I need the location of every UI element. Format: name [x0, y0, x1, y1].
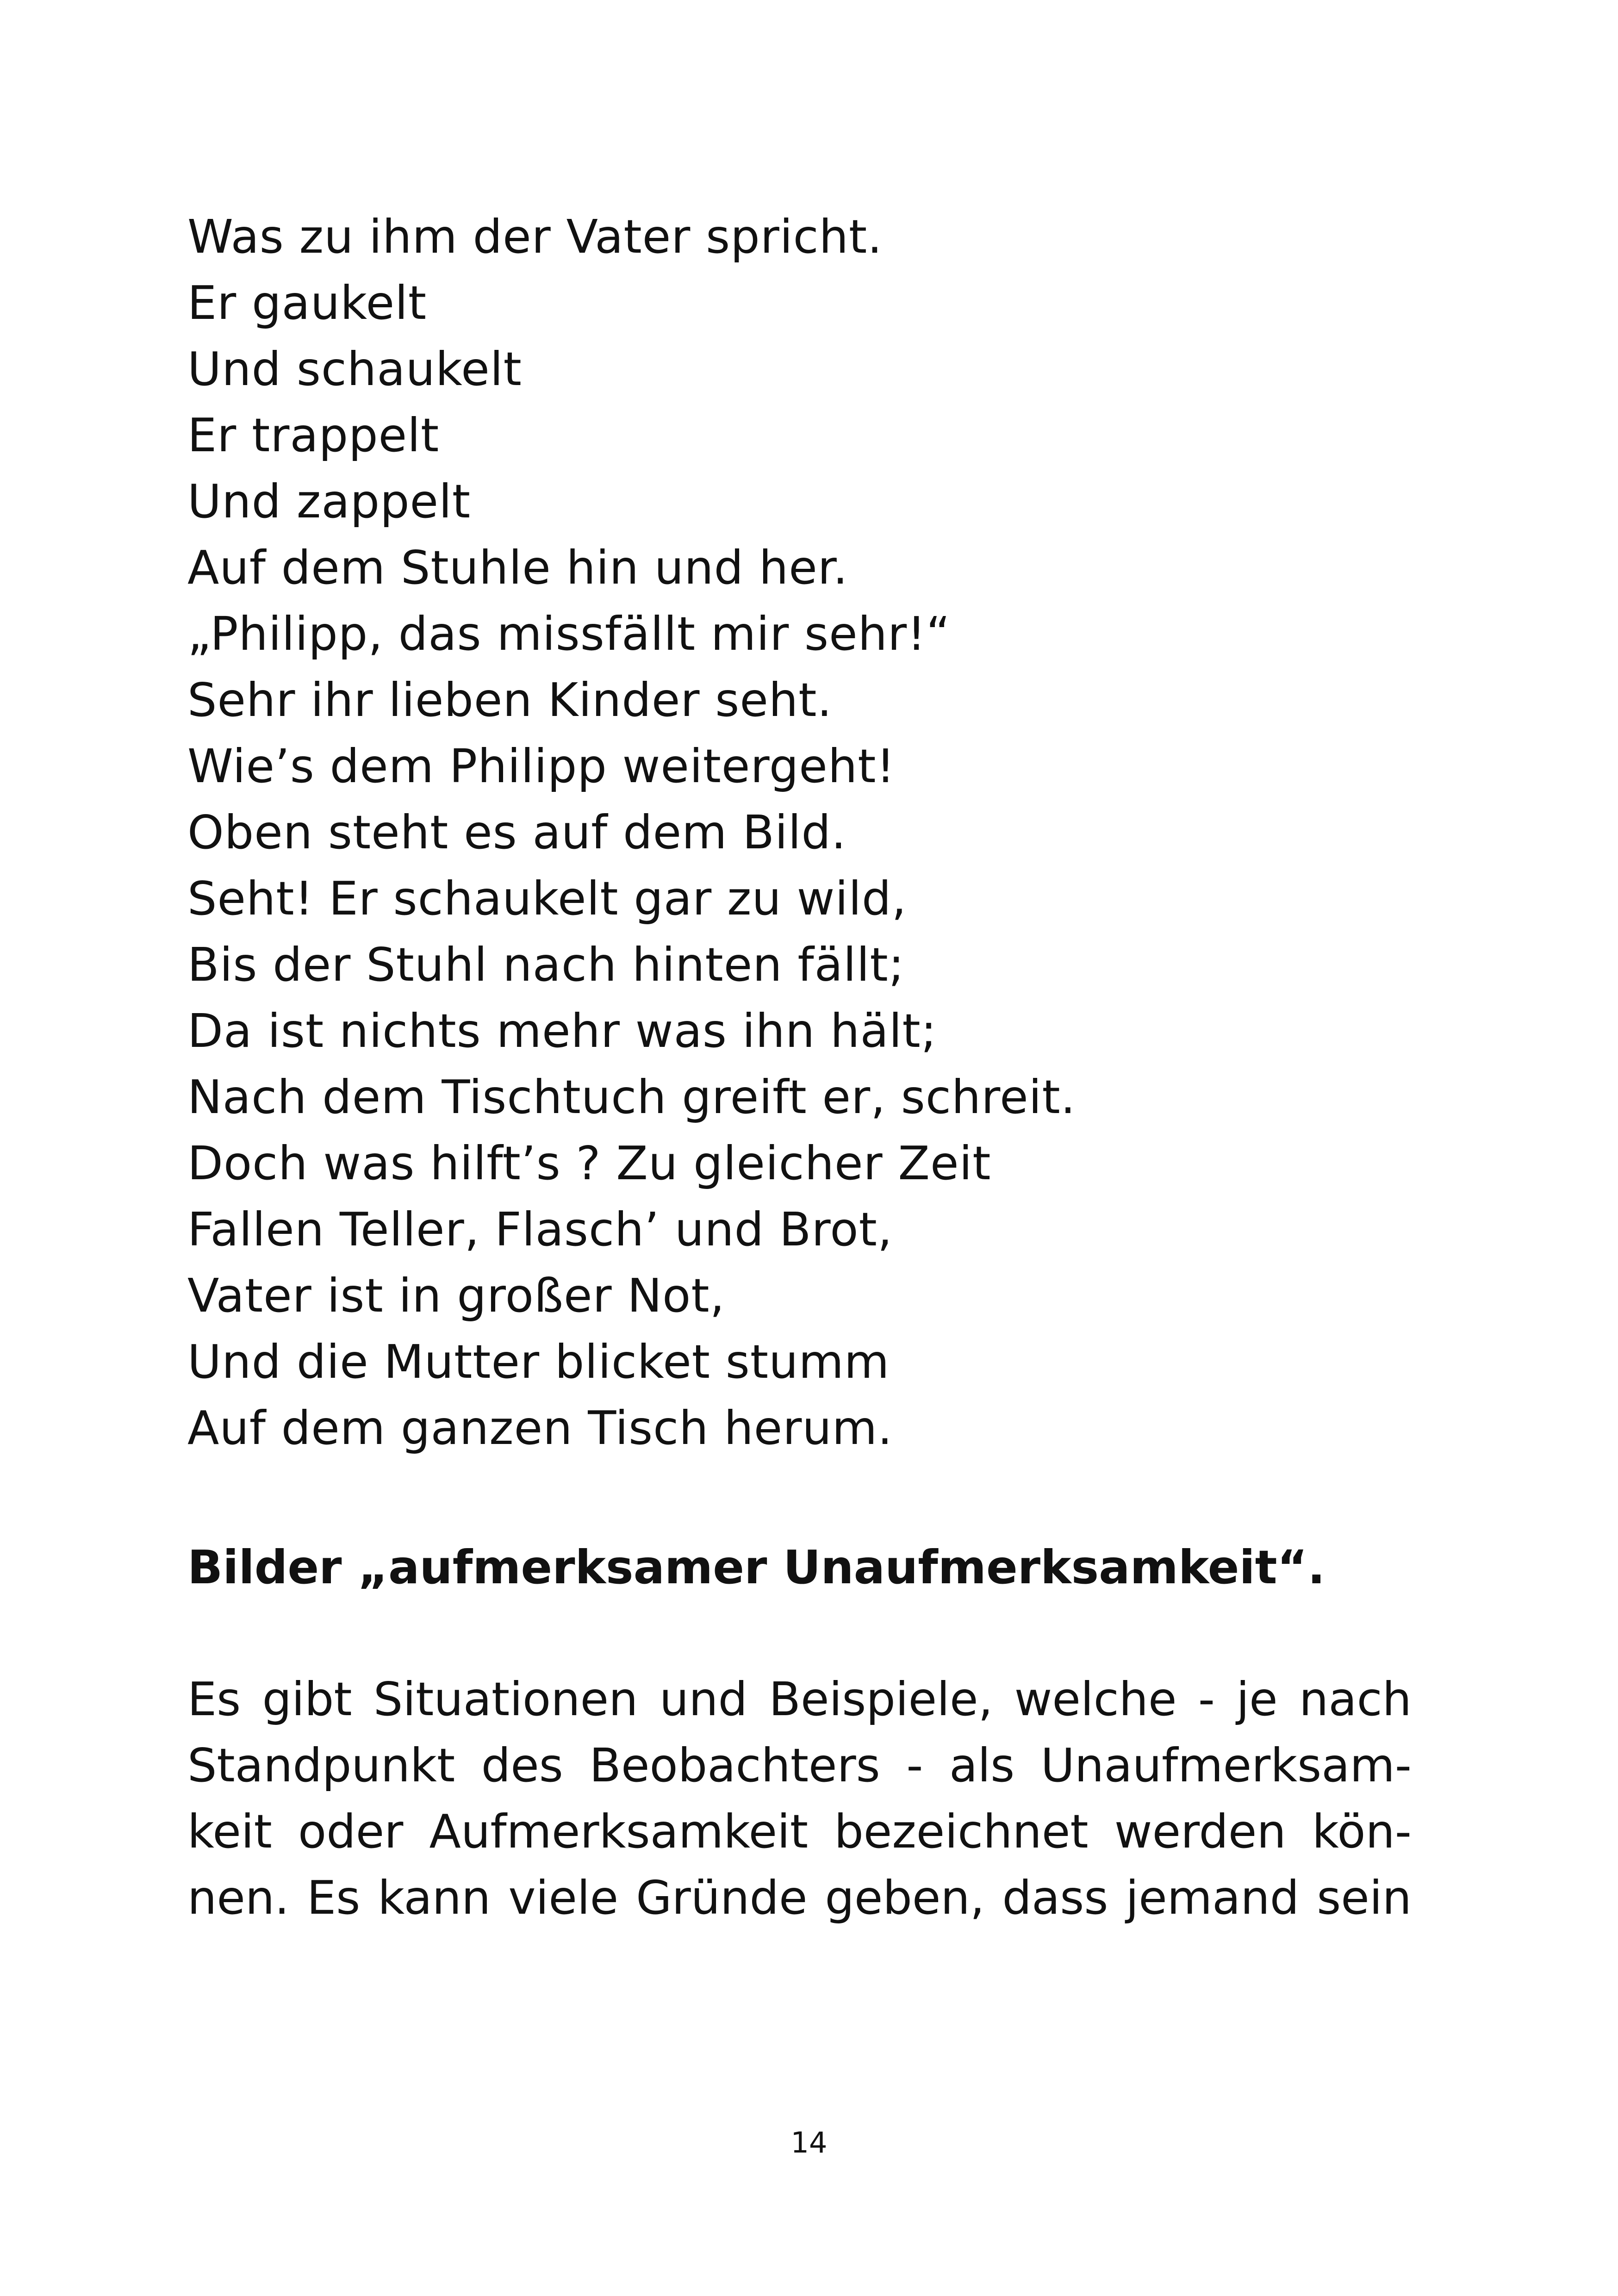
poem-line: Seht! Er schaukelt gar zu wild, [187, 871, 907, 926]
paragraph-line: keit oder Aufmerksamkeit bezeichnet werden kön- [187, 1804, 1412, 1859]
poem-line: Wie’s dem Philipp weitergeht! [187, 739, 896, 793]
poem-line: Bis der Stuhl nach hinten fällt; [187, 938, 905, 992]
paragraph-line: Es gibt Situationen und Beispiele, welche - je nach [187, 1672, 1412, 1726]
paragraph-line: Standpunkt des Beobachters - als Unaufmerksam- [187, 1738, 1412, 1792]
poem-line: Und zappelt [187, 474, 471, 529]
poem-line: Vater ist in großer Not, [187, 1269, 725, 1323]
page-number: 14 [790, 2126, 828, 2159]
poem-line: Oben steht es auf dem Bild. [187, 805, 846, 859]
poem-line: Er gaukelt [187, 276, 427, 330]
poem-line: Auf dem Stuhle hin und her. [187, 541, 848, 595]
poem-line: Und schaukelt [187, 342, 522, 396]
body-paragraph [187, 1666, 1412, 1931]
poem-line: Er trappelt [187, 408, 440, 462]
poem-block [187, 204, 1437, 1461]
poem-line: Was zu ihm der Vater spricht. [187, 210, 883, 264]
paragraph-line: nen. Es kann viele Gründe geben, dass jemand sein [187, 1871, 1412, 1925]
poem-line: Sehr ihr lieben Kinder seht. [187, 673, 833, 727]
poem-line: Doch was hilft’s ? Zu gleicher Zeit [187, 1136, 991, 1190]
poem-line: Auf dem ganzen Tisch herum. [187, 1401, 893, 1455]
poem-line: Nach dem Tischtuch greift er, schreit. [187, 1070, 1076, 1124]
poem-line: „Philipp, das missfällt mir sehr!“ [187, 607, 951, 661]
poem-line: Fallen Teller, Flasch’ und Brot, [187, 1202, 893, 1257]
poem-line: Und die Mutter blicket stumm [187, 1335, 890, 1389]
poem-line: Da ist nichts mehr was ihn hält; [187, 1004, 937, 1058]
section-heading: Bilder „aufmerksamer Unaufmerksamkeit“. [187, 1540, 1326, 1594]
